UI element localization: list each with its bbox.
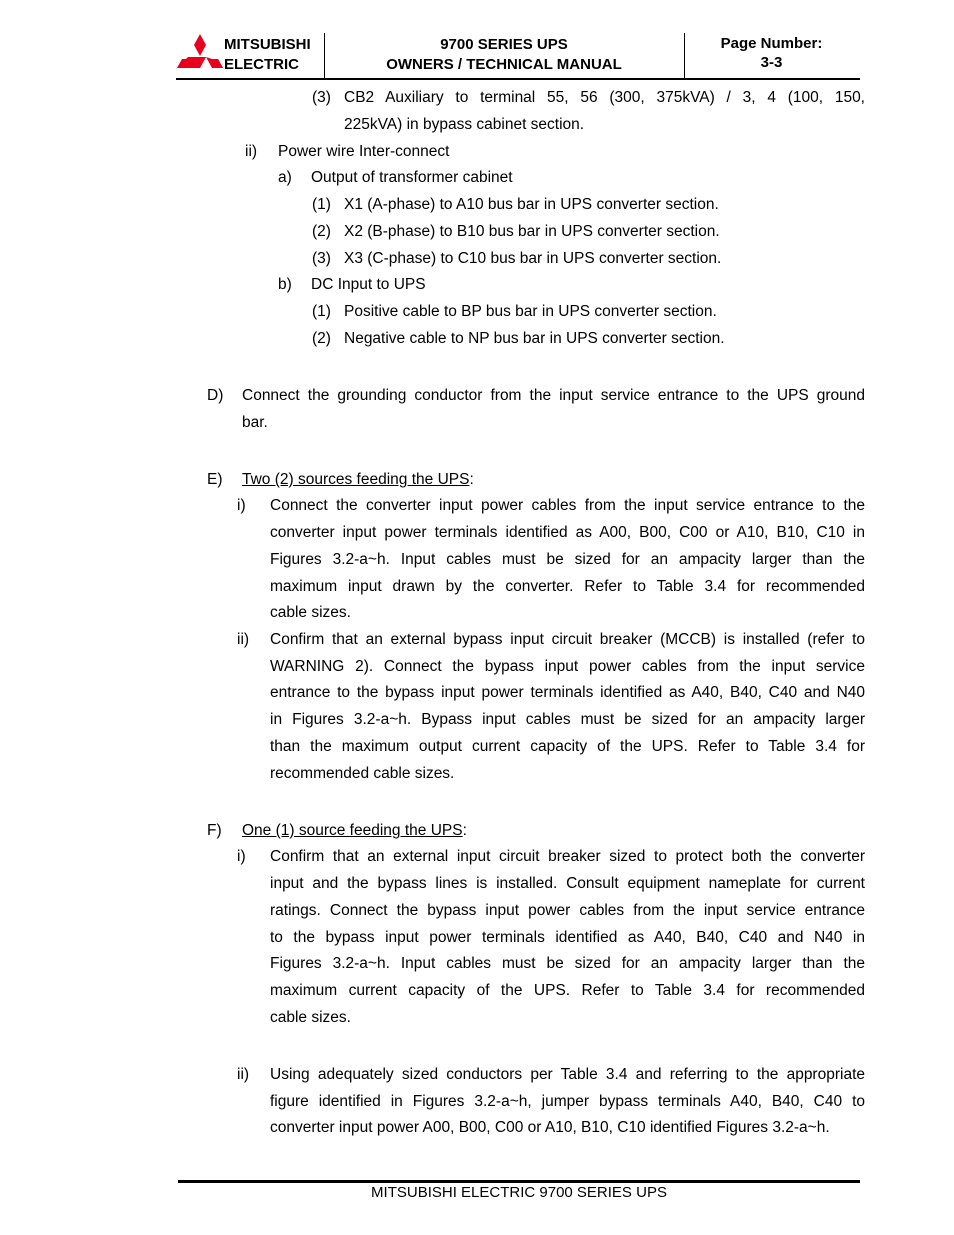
paragraph-line: Confirm that an external input circuit breaker sized to protect both the converter — [270, 848, 865, 865]
heading-colon: : — [462, 822, 467, 839]
paragraph-line: CB2 Auxiliary to terminal 55, 56 (300, 375kVA) / 3, 4 (100, 150, — [344, 89, 865, 106]
heading-colon: : — [469, 471, 474, 488]
list-number: (3) — [312, 250, 331, 267]
paragraph-line: Using adequately sized conductors per Table 3.4 and referring to the appropriate — [270, 1066, 865, 1083]
list-number: i) — [237, 497, 246, 514]
section-heading-text: Two (2) sources feeding the UPS — [242, 471, 470, 488]
paragraph-line: Figures 3.2-a~h. Input cables must be sized for an ampacity larger than the — [270, 955, 865, 972]
footer-text: MITSUBISHI ELECTRIC 9700 SERIES UPS — [371, 1184, 667, 1201]
list-number: (2) — [312, 330, 331, 347]
paragraph-line: ratings. Connect the bypass input power cables from the input service entrance — [270, 902, 865, 919]
header-title-line1: 9700 SERIES UPS — [440, 36, 568, 53]
list-number: ii) — [237, 1066, 250, 1083]
list-number: a) — [278, 169, 292, 186]
section-letter: D) — [207, 387, 224, 404]
list-number: (2) — [312, 223, 331, 240]
paragraph-line: cable sizes. — [270, 1009, 351, 1026]
paragraph-line: Connect the grounding conductor from the input service entrance to the UPS ground — [242, 387, 865, 404]
paragraph-line: Connect the converter input power cables from the input service entrance to the — [270, 497, 865, 514]
paragraph-line: recommended cable sizes. — [270, 765, 455, 782]
list-number: ii) — [245, 143, 258, 160]
section-heading — [242, 466, 474, 493]
paragraph-line: maximum current capacity of the UPS. Refer to Table 3.4 for recommended — [270, 982, 865, 999]
list-item-text: Power wire Inter-connect — [278, 143, 450, 160]
section-heading — [242, 817, 467, 844]
paragraph-line: converter input power terminals identified as A00, B00, C00 or A10, B10, C10 in — [270, 524, 865, 541]
list-item-text: Output of transformer cabinet — [311, 169, 513, 186]
list-item-text: X3 (C-phase) to C10 bus bar in UPS converter section. — [344, 250, 722, 267]
paragraph-line: than the maximum output current capacity of the UPS. Refer to Table 3.4 for — [270, 738, 865, 755]
list-item-text: Positive cable to BP bus bar in UPS converter section. — [344, 303, 717, 320]
paragraph-line: bar. — [242, 414, 268, 431]
paragraph-line: Confirm that an external bypass input circuit breaker (MCCB) is installed (refer to — [270, 631, 865, 648]
list-number: i) — [237, 848, 246, 865]
list-number: (1) — [312, 303, 331, 320]
paragraph-line: maximum input drawn by the converter. Refer to Table 3.4 for recommended — [270, 578, 865, 595]
header-rule — [176, 78, 860, 80]
paragraph-line: input and the bypass lines is installed. Consult equipment nameplate for current — [270, 875, 865, 892]
list-item-text: DC Input to UPS — [311, 276, 426, 293]
paragraph-line: Figures 3.2-a~h. Input cables must be sized for an ampacity larger than the — [270, 551, 865, 568]
section-letter: F) — [207, 822, 222, 839]
page-number-value: 3-3 — [760, 54, 783, 71]
list-number: ii) — [237, 631, 250, 648]
paragraph-line: cable sizes. — [270, 604, 351, 621]
paragraph-line: 225kVA) in bypass cabinet section. — [344, 116, 585, 133]
list-number: (3) — [312, 89, 331, 106]
page-number-label: Page Number: — [720, 35, 823, 52]
section-letter: E) — [207, 471, 223, 488]
section-heading-text: One (1) source feeding the UPS — [242, 822, 463, 839]
list-item-text: Negative cable to NP bus bar in UPS converter section. — [344, 330, 725, 347]
mitsubishi-logo-icon — [176, 33, 224, 73]
paragraph-line: in Figures 3.2-a~h. Bypass input cables must be sized for an ampacity larger — [270, 711, 865, 728]
paragraph-line: entrance to the bypass input power terminals identified as A40, B40, C40 and N40 — [270, 684, 865, 701]
list-number: b) — [278, 276, 292, 293]
list-number: (1) — [312, 196, 331, 213]
logo-text-line2: ELECTRIC — [224, 56, 299, 73]
paragraph-line: WARNING 2). Connect the bypass input power cables from the input service — [270, 658, 865, 675]
header-title-line2: OWNERS / TECHNICAL MANUAL — [386, 56, 622, 73]
paragraph-line: converter input power A00, B00, C00 or A10, B10, C10 identified Figures 3.2-a~h. — [270, 1119, 830, 1136]
logo-text-line1: MITSUBISHI — [224, 36, 311, 53]
list-item-text: X1 (A-phase) to A10 bus bar in UPS converter section. — [344, 196, 719, 213]
paragraph-line: to the bypass input power terminals identified as A40, B40, C40 and N40 in — [270, 929, 865, 946]
paragraph-line: figure identified in Figures 3.2-a~h, jumper bypass terminals A40, B40, C40 to — [270, 1093, 865, 1110]
list-item-text: X2 (B-phase) to B10 bus bar in UPS converter section. — [344, 223, 720, 240]
